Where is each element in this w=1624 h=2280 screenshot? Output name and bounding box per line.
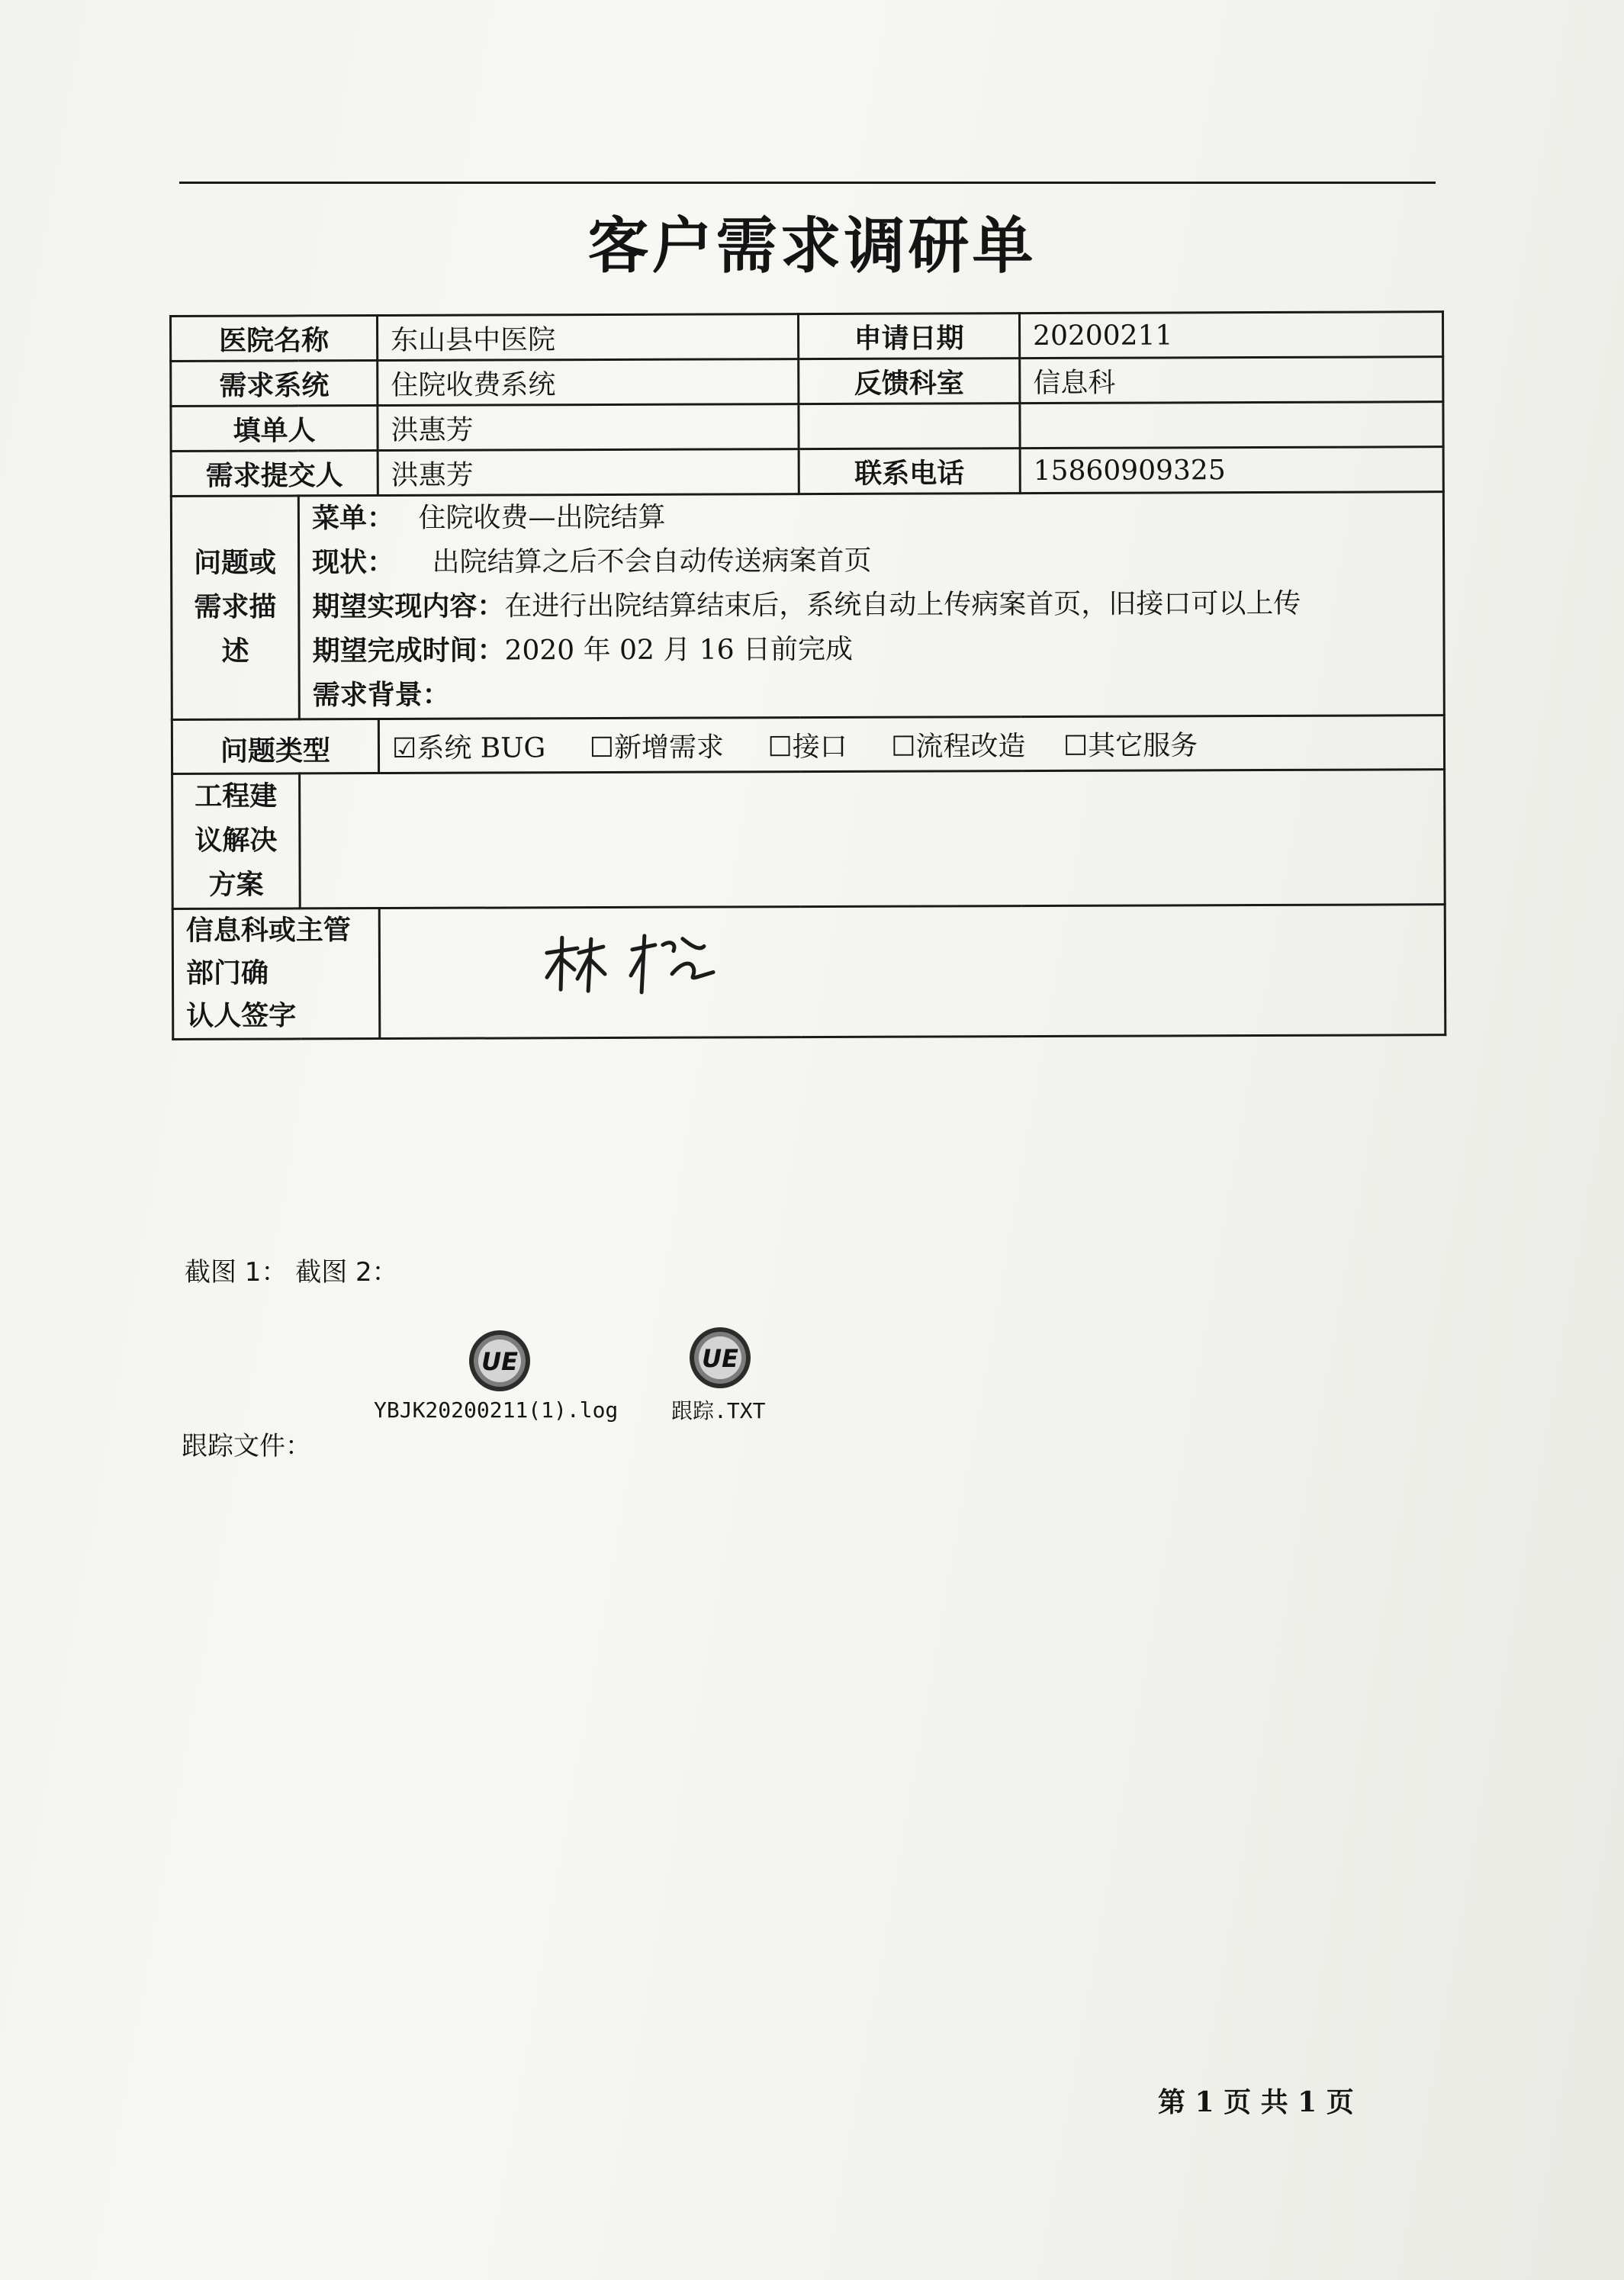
svg-text:UE: UE bbox=[481, 1347, 518, 1376]
background-line bbox=[313, 670, 1431, 718]
type-option-label: 其它服务 bbox=[1088, 729, 1198, 762]
page-number: 第 1 页 共 1 页 bbox=[1158, 2086, 1354, 2118]
ue-editor-icon[interactable] bbox=[466, 1327, 533, 1394]
deadline-line bbox=[312, 625, 1430, 674]
description-content bbox=[298, 492, 1444, 719]
type-option-other[interactable] bbox=[1063, 730, 1198, 762]
expect-value: 在进行出院结算结束后，系统自动上传病案首页，旧接口可以上传 bbox=[504, 587, 1301, 622]
system-value: 住院收费系统 bbox=[378, 359, 799, 406]
svg-text:UE: UE bbox=[702, 1344, 738, 1373]
type-options bbox=[378, 716, 1444, 773]
system-label: 需求系统 bbox=[171, 361, 378, 407]
checkbox-checked-icon[interactable]: ☑ bbox=[391, 732, 417, 764]
page-title: 客户需求调研单 bbox=[587, 210, 1037, 281]
engineering-label-line: 工程建 bbox=[195, 780, 278, 812]
type-option-label: 流程改造 bbox=[915, 730, 1026, 763]
trace-files-label: 跟踪文件： bbox=[182, 1431, 311, 1462]
confirm-label-line: 信息科或主管部门确 bbox=[185, 915, 351, 989]
form-row-description bbox=[171, 492, 1444, 720]
confirm-label bbox=[172, 908, 380, 1040]
status-label: 现状： bbox=[312, 546, 395, 579]
form-row-engineering bbox=[172, 770, 1446, 909]
checkbox-icon[interactable]: ☐ bbox=[767, 731, 793, 763]
feedback-dept-value: 信息科 bbox=[1020, 357, 1443, 404]
attachment-filename[interactable]: YBJK20200211(1).log bbox=[374, 1397, 619, 1423]
form-row-filler bbox=[171, 402, 1443, 452]
background-label: 需求背景： bbox=[312, 679, 450, 712]
engineering-content bbox=[300, 770, 1446, 908]
form-row-type bbox=[172, 716, 1444, 774]
apply-date-value: 20200211 bbox=[1020, 312, 1443, 359]
form-row-hospital bbox=[171, 312, 1443, 362]
ue-editor-icon[interactable] bbox=[687, 1324, 754, 1391]
type-option-interface[interactable] bbox=[767, 731, 847, 762]
confirm-label-line: 认人签字 bbox=[186, 1000, 297, 1032]
form-row-confirm bbox=[172, 905, 1446, 1040]
checkbox-icon[interactable]: ☐ bbox=[589, 732, 615, 764]
apply-date-label: 申请日期 bbox=[799, 314, 1020, 359]
attachment-filename[interactable]: 跟踪.TXT bbox=[671, 1398, 766, 1423]
screenshots-label: 截图 1： 截图 2： bbox=[185, 1257, 398, 1288]
ue-editor-icon bbox=[466, 1327, 533, 1394]
type-option-process[interactable] bbox=[891, 731, 1025, 763]
deadline-label: 期望完成时间： bbox=[312, 635, 505, 667]
empty-cell bbox=[1020, 402, 1443, 449]
submitter-label: 需求提交人 bbox=[171, 451, 378, 497]
type-option-bug[interactable] bbox=[392, 732, 545, 764]
handwritten-signature bbox=[541, 929, 724, 999]
type-label: 问题类型 bbox=[172, 719, 378, 774]
submitter-value: 洪惠芳 bbox=[378, 449, 799, 496]
signature-cell bbox=[379, 905, 1446, 1039]
description-label-line: 需求描 bbox=[194, 591, 277, 623]
status-value: 出院结算之后不会自动传送病案首页 bbox=[432, 545, 872, 578]
engineering-label-line: 议解决 bbox=[195, 825, 278, 857]
checkbox-icon[interactable]: ☐ bbox=[1063, 730, 1089, 762]
menu-label: 菜单： bbox=[311, 502, 395, 535]
expect-line bbox=[312, 581, 1430, 629]
feedback-dept-label: 反馈科室 bbox=[799, 359, 1020, 404]
hospital-name-label: 医院名称 bbox=[171, 316, 378, 362]
menu-line bbox=[312, 493, 1430, 541]
engineering-label bbox=[172, 773, 301, 909]
filler-value: 洪惠芳 bbox=[378, 404, 799, 451]
form-row-submitter bbox=[171, 447, 1443, 497]
phone-label: 联系电话 bbox=[799, 449, 1020, 494]
type-option-new[interactable] bbox=[590, 732, 724, 764]
header-rule bbox=[179, 182, 1436, 184]
form-row-system bbox=[171, 357, 1443, 407]
phone-value: 15860909325 bbox=[1020, 447, 1443, 494]
description-label bbox=[171, 496, 299, 720]
request-form bbox=[169, 310, 1446, 1040]
description-label-line: 问题或 bbox=[194, 547, 277, 579]
engineering-label-line: 方案 bbox=[208, 869, 264, 901]
checkbox-icon[interactable]: ☐ bbox=[891, 731, 916, 763]
hospital-name-value: 东山县中医院 bbox=[378, 314, 799, 361]
filler-label: 填单人 bbox=[171, 406, 378, 452]
expect-label: 期望实现内容： bbox=[312, 590, 505, 623]
menu-value: 住院收费—出院结算 bbox=[418, 501, 666, 534]
empty-cell bbox=[799, 404, 1020, 449]
status-line bbox=[312, 537, 1430, 585]
ue-editor-icon bbox=[687, 1324, 754, 1391]
type-option-label: 系统 BUG bbox=[416, 732, 546, 764]
type-option-label: 新增需求 bbox=[613, 731, 725, 764]
description-label-line: 述 bbox=[221, 635, 249, 667]
type-option-label: 接口 bbox=[792, 731, 847, 763]
deadline-value: 2020 年 02 月 16 日前完成 bbox=[504, 633, 854, 667]
